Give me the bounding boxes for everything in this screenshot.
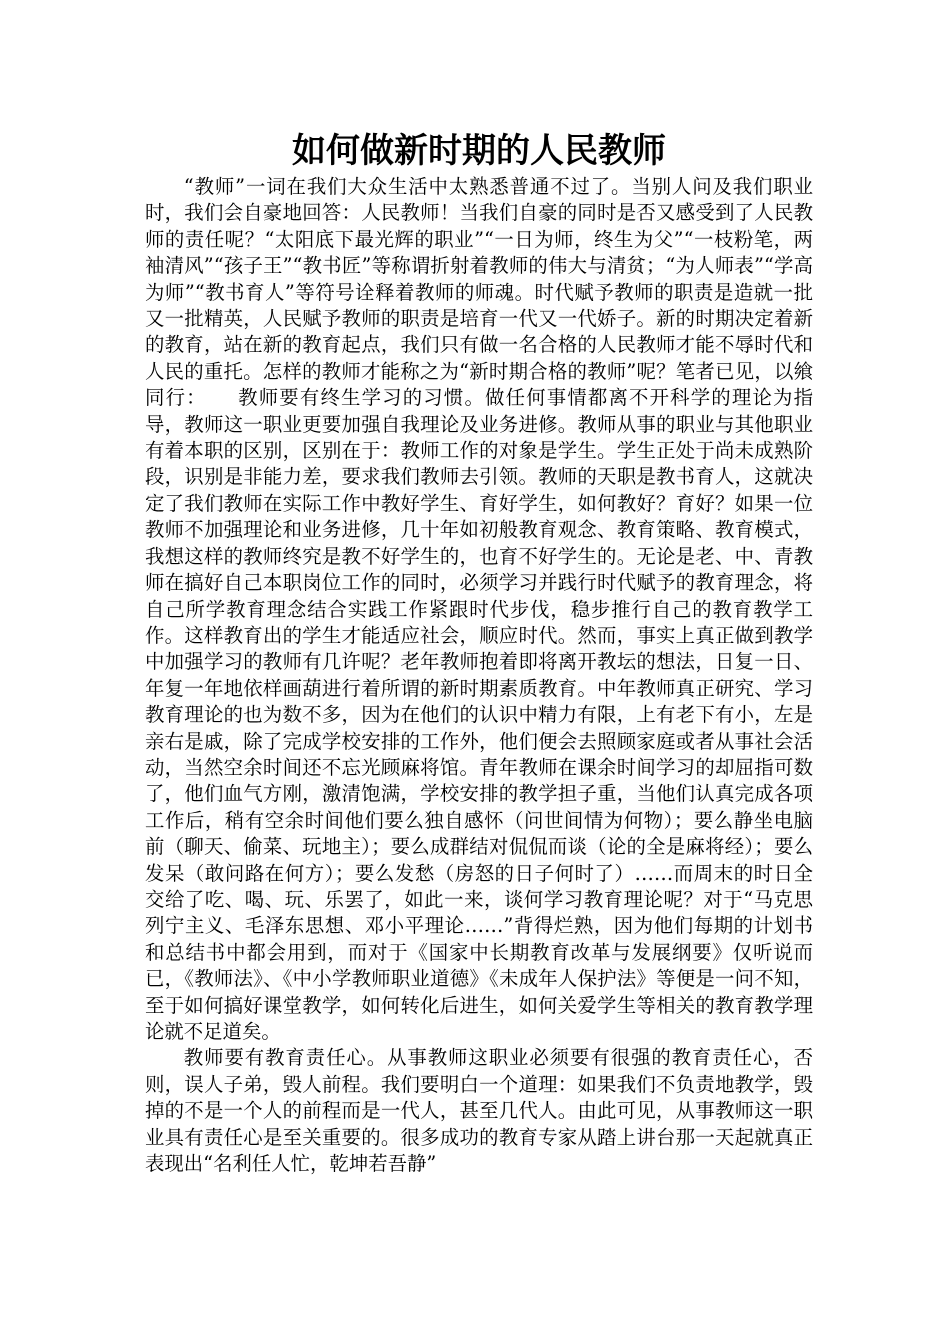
document-page [145,128,813,1177]
paragraph-1: “教师”一词在我们大众生活中太熟悉普通不过了。当别人问及我们职业时，我们会自豪地回答：人民教师！当我们自豪的同时是否又感受到了人民教师的责任呢？“太阳底下最光辉的职业”“一日为师，终生为父”“一枝粉笔，两袖清风”“孩子王”“教书匠”等称谓折射着教师的伟大与清贫；“为人师表”“学高为师”“教书育人”等符号诠释着教师的师魂。时代赋予教师的职责是造就一批又一批精英，人民赋予教师的职责是培育一代又一代娇子。新的时期决定着新的教育，站在新的教育起点，我们只有做一名合格的人民教师才能不辱时代和人民的重托。怎样的教师才能称之为“新时期合格的教师”呢？笔者已见，以飨同行： 教师要有终生学习的习惯。做任何事情都离不开科学的理论为指导，教师这一职业更要加强自我理论及业务进修。教师从事的职业与其他职业有着本职的区别，区别在于：教师工作的对象是学生。学生正处于尚未成熟阶段，识别是非能力差，要求我们教师去引领。教师的天职是教书育人，这就决定了我们教师在实际工作中教好学生、育好学生，如何教好？育好？如果一位教师不加强理论和业务进修，几十年如初般教育观念、教育策略、教育模式，我想这样的教师终究是教不好学生的，也育不好学生的。无论是老、中、青教师在搞好自己本职岗位工作的同时，必须学习并践行时代赋予的教育理念，将自己所学教育理念结合实践工作紧跟时代步伐，稳步推行自己的教育教学工作。这样教育出的学生才能适应社会，顺应时代。然而，事实上真正做到教学中加强学习的教师有几许呢？老年教师抱着即将离开教坛的想法，日复一日、年复一年地依样画葫进行着所谓的新时期素质教育。中年教师真正研究、学习教育理论的也为数不多，因为在他们的认识中精力有限，上有老下有小，左是亲右是戚，除了完成学校安排的工作外，他们便会去照顾家庭或者从事社会活动，当然空余时间还不忘光顾麻将馆。青年教师在课余时间学习的却屈指可数了，他们血气方刚，激清饱满，学校安排的教学担子重，当他们认真完成各项工作后，稍有空余时间他们要么独自感怀（问世间情为何物）；要么静坐电脑前（聊天、偷菜、玩地主）；要么成群结对侃侃而谈（论的全是麻将经）；要么发呆（敢问路在何方）；要么发愁（房怒的日子何时了）……而周末的时日全交给了吃、喝、玩、乐罢了，如此一来，谈何学习教育理论呢？对于“马克思列宁主义、毛泽东思想、邓小平理论……”背得烂熟，因为他们每期的计划书和总结书中都会用到，而对于《国家中长期教育改革与发展纲要》仅听说而已，《教师法》、《中小学教师职业道德》《未成年人保护法》等便是一问不知，至于如何搞好课堂教学，如何转化后进生，如何关爱学生等相关的教育教学理论就不足道矣。 [145,175,813,1043]
paragraph-2: 教师要有教育责任心。从事教师这职业必须要有很强的教育责任心，否则，误人子弟，毁人前程。我们要明白一个道理：如果我们不负责地教学，毁掉的不是一个人的前程而是一代人，甚至几代人。由此可见，从事教师这一职业具有责任心是至关重要的。很多成功的教育专家从踏上讲台那一天起就真正表现出“名利任人忙，乾坤若吾静” [145,1046,813,1176]
document-title: 如何做新时期的人民教师 [292,131,666,171]
